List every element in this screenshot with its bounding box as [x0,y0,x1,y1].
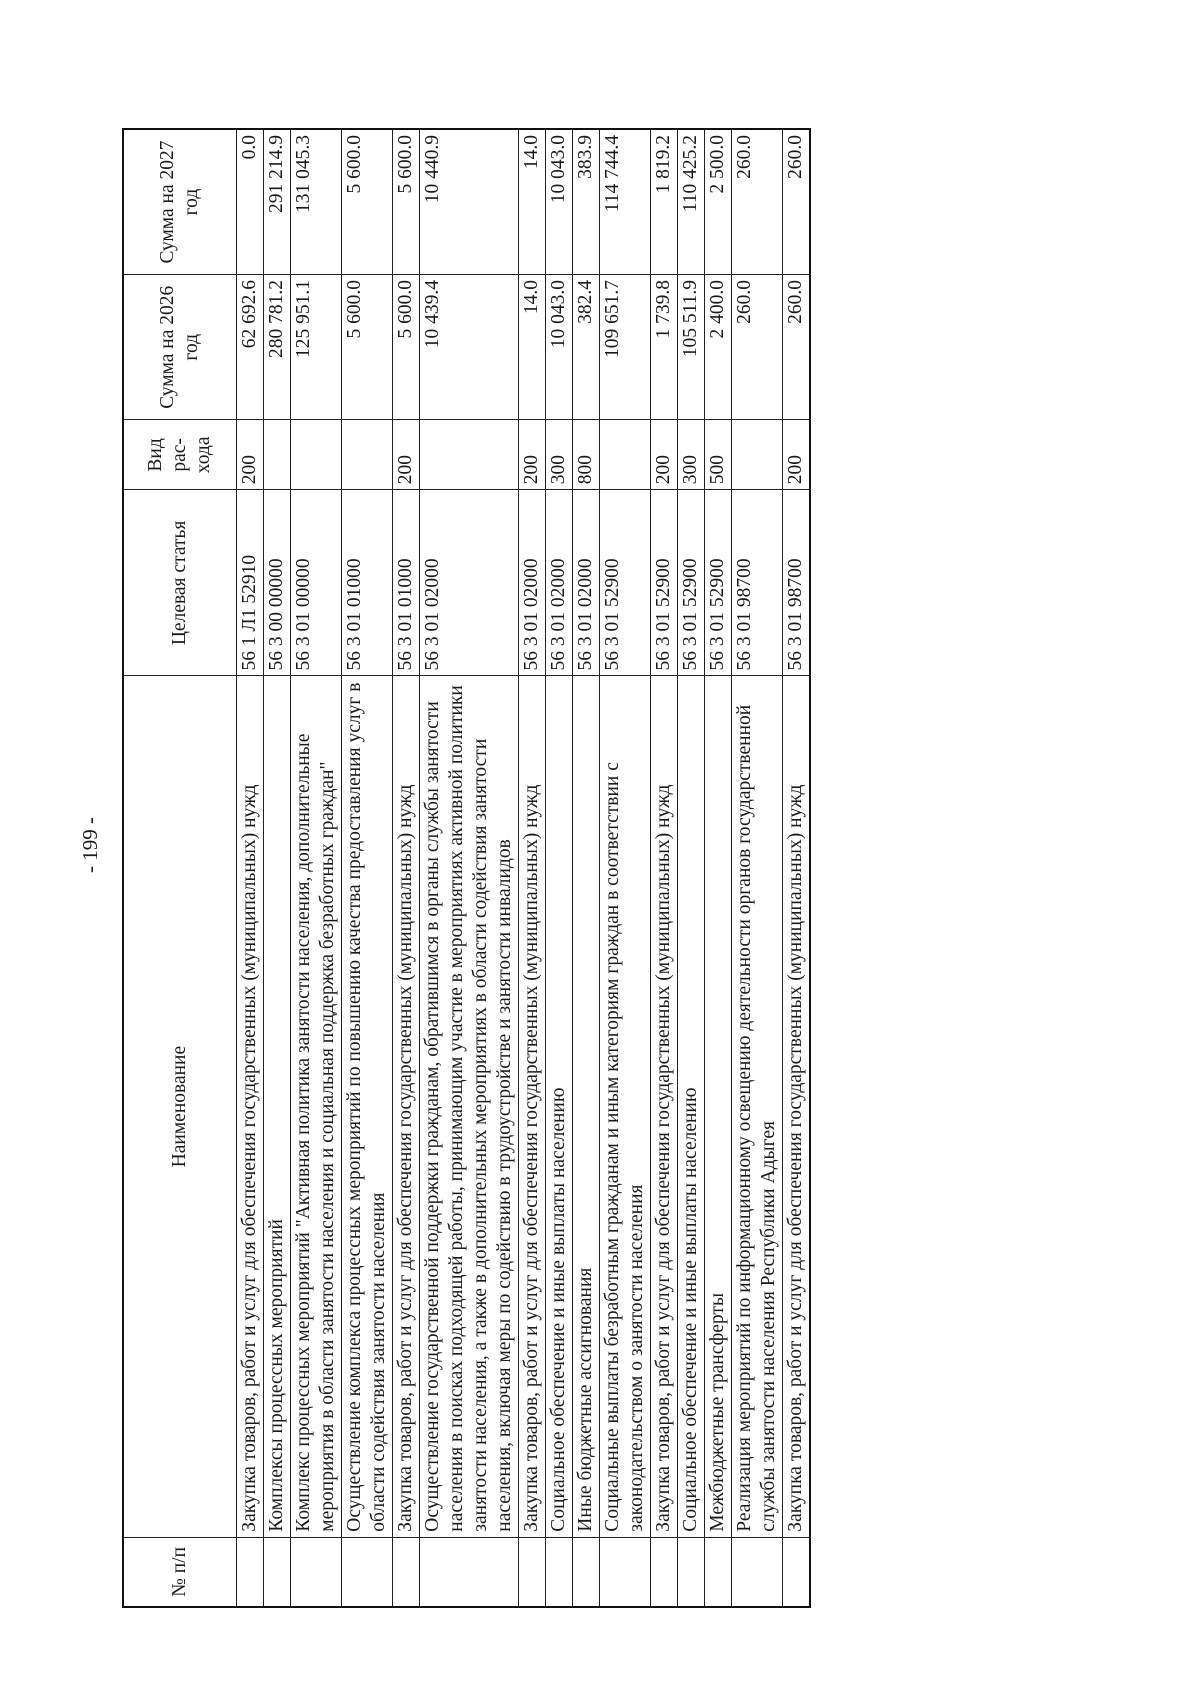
cell-name: Иные бюджетные ассигнования [573,676,600,1537]
cell-sum-2026: 260.0 [732,275,783,420]
cell-index [342,1537,393,1607]
cell-kind: 200 [519,420,546,490]
cell-sum-2027: 291 214.9 [264,129,291,275]
cell-name: Межбюджетные трансферты [705,676,732,1537]
cell-kind [732,420,783,490]
cell-name: Осуществление комплекса процессных мероприятий по повышению качества предоставления услуг в области содействия занятости населения [342,676,393,1537]
rotated-page-content [122,98,1082,1608]
table-row [651,129,678,1607]
cell-sum-2026: 125 951.1 [291,275,342,420]
table-row [342,129,393,1607]
cell-sum-2026: 382.4 [573,275,600,420]
cell-sum-2026: 5 600.0 [342,275,393,420]
cell-kind [420,420,519,490]
page-number: - 199 - [78,817,102,873]
cell-sum-2026: 2 400.0 [705,275,732,420]
cell-index [732,1537,783,1607]
cell-target: 56 1 Л1 52910 [237,490,264,676]
cell-kind: 200 [237,420,264,490]
cell-kind: 300 [678,420,705,490]
cell-sum-2027: 2 500.0 [705,129,732,275]
cell-target: 56 3 01 52900 [705,490,732,676]
cell-target: 56 3 01 02000 [420,490,519,676]
cell-target: 56 3 01 98700 [783,490,811,676]
cell-sum-2027: 14.0 [519,129,546,275]
cell-name: Реализация мероприятий по информационному освещению деятельности органов государственной службы занятости населения Республики Адыгея [732,676,783,1537]
cell-sum-2027: 5 600.0 [393,129,420,275]
table-row [420,129,519,1607]
cell-sum-2027: 383.9 [573,129,600,275]
cell-name: Закупка товаров, работ и услуг для обеспечения государственных (муниципальных) нужд [237,676,264,1537]
cell-target: 56 3 01 98700 [732,490,783,676]
cell-sum-2026: 62 692.6 [237,275,264,420]
cell-kind: 200 [651,420,678,490]
cell-target: 56 3 01 52900 [600,490,651,676]
cell-target: 56 3 01 52900 [651,490,678,676]
cell-index [237,1537,264,1607]
table-row [600,129,651,1607]
cell-sum-2026: 10 439.4 [420,275,519,420]
header-name: Наименование [123,676,237,1537]
table-header-row [123,129,237,1607]
cell-sum-2026: 5 600.0 [393,275,420,420]
cell-kind [291,420,342,490]
cell-sum-2027: 10 440.9 [420,129,519,275]
header-index: № п/п [123,1537,237,1607]
table-row [393,129,420,1607]
table-row [264,129,291,1607]
table-row [573,129,600,1607]
table-row [546,129,573,1607]
cell-sum-2027: 0.0 [237,129,264,275]
cell-kind [264,420,291,490]
cell-index [573,1537,600,1607]
cell-sum-2026: 105 511.9 [678,275,705,420]
header-kind: Вид рас- хода [123,420,237,490]
cell-name: Социальные выплаты безработным гражданам и иным категориям граждан в соответствии с законодательством о занятости населения [600,676,651,1537]
cell-kind: 200 [783,420,811,490]
cell-kind: 200 [393,420,420,490]
cell-target: 56 3 01 52900 [678,490,705,676]
cell-name: Закупка товаров, работ и услуг для обеспечения государственных (муниципальных) нужд [783,676,811,1537]
cell-target: 56 3 01 02000 [573,490,600,676]
cell-index [264,1537,291,1607]
cell-sum-2026: 14.0 [519,275,546,420]
cell-index [420,1537,519,1607]
cell-sum-2027: 260.0 [783,129,811,275]
cell-index [651,1537,678,1607]
cell-index [783,1537,811,1607]
cell-sum-2027: 1 819.2 [651,129,678,275]
table-row [237,129,264,1607]
cell-sum-2026: 10 043.0 [546,275,573,420]
table-row [519,129,546,1607]
cell-name: Закупка товаров, работ и услуг для обеспечения государственных (муниципальных) нужд [651,676,678,1537]
cell-index [705,1537,732,1607]
cell-kind: 500 [705,420,732,490]
cell-target: 56 3 01 02000 [519,490,546,676]
cell-name: Закупка товаров, работ и услуг для обеспечения государственных (муниципальных) нужд [519,676,546,1537]
cell-sum-2027: 131 045.3 [291,129,342,275]
cell-kind [600,420,651,490]
cell-sum-2026: 260.0 [783,275,811,420]
cell-name: Социальное обеспечение и иные выплаты населению [546,676,573,1537]
cell-name: Социальное обеспечение и иные выплаты населению [678,676,705,1537]
table-row [678,129,705,1607]
budget-table [122,128,811,1608]
cell-kind [342,420,393,490]
cell-name: Комплексы процессных мероприятий [264,676,291,1537]
table-row [705,129,732,1607]
table-row [732,129,783,1607]
cell-target: 56 3 00 00000 [264,490,291,676]
cell-sum-2027: 114 744.4 [600,129,651,275]
cell-target: 56 3 01 01000 [342,490,393,676]
cell-sum-2026: 109 651.7 [600,275,651,420]
cell-sum-2027: 110 425.2 [678,129,705,275]
cell-sum-2027: 260.0 [732,129,783,275]
cell-name: Комплекс процессных мероприятий "Активная политика занятости населения, дополнительные мероприятия в области занятости населения и социальная поддержка безработных граждан" [291,676,342,1537]
cell-sum-2027: 5 600.0 [342,129,393,275]
header-sum-2026: Сумма на 2026 год [123,275,237,420]
cell-sum-2027: 10 043.0 [546,129,573,275]
cell-index [678,1537,705,1607]
cell-name: Осуществление государственной поддержки гражданам, обратившимся в органы службы занятости населения в поисках подходящей работы, принимающим участие в мероприятиях активной политики занятости населения, а также в дополнительных мероприятиях в области содействия занятости населения, включая меры по содействию в трудоустройстве и занятости инвалидов [420,676,519,1537]
cell-target: 56 3 01 02000 [546,490,573,676]
cell-kind: 300 [546,420,573,490]
cell-index [519,1537,546,1607]
cell-name: Закупка товаров, работ и услуг для обеспечения государственных (муниципальных) нужд [393,676,420,1537]
table-row [783,129,811,1607]
cell-index [600,1537,651,1607]
table-row [291,129,342,1607]
cell-sum-2026: 1 739.8 [651,275,678,420]
cell-target: 56 3 01 00000 [291,490,342,676]
cell-index [546,1537,573,1607]
cell-kind: 800 [573,420,600,490]
cell-sum-2026: 280 781.2 [264,275,291,420]
cell-index [393,1537,420,1607]
header-target: Целевая статья [123,490,237,676]
cell-index [291,1537,342,1607]
cell-target: 56 3 01 01000 [393,490,420,676]
header-sum-2027: Сумма на 2027 год [123,129,237,275]
